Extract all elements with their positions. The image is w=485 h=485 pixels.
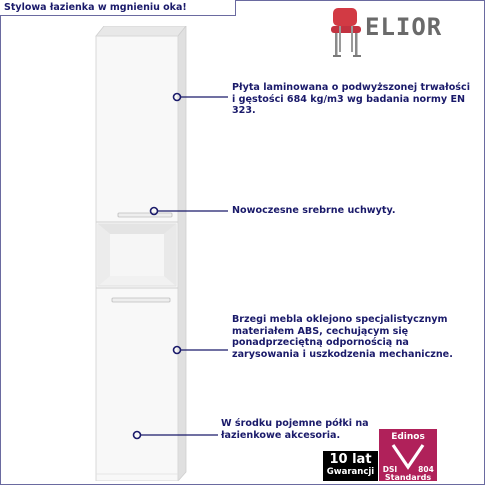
callout-shelves: W środku pojemne półki na łazienkowe akcesoria.: [221, 418, 369, 441]
callout-handles: Nowoczesne srebrne uchwyty.: [232, 205, 396, 216]
warranty-label: Gwarancji: [326, 467, 375, 477]
edinos-title: Edinos: [391, 432, 425, 442]
edinos-standards-badge: [379, 429, 437, 481]
edinos-standards: Standards: [384, 473, 432, 481]
warranty-badge: [323, 451, 378, 481]
edinos-code: 804: [418, 465, 434, 474]
callout-edges: Brzegi mebla oklejono specjalistycznym materiałem ABS, cechującym się ponadprzeciętną odpornością na zarysowania i uszkodzenia mechaniczne.: [232, 314, 453, 360]
banner-title: Stylowa łazienka w mgnieniu oka!: [0, 0, 236, 16]
edinos-dsi: DSI: [382, 465, 398, 474]
brand-logo: ELIOR: [365, 13, 443, 41]
callout-laminate: Płyta laminowana o podwyższonej trwałości i gęstości 684 kg/m3 wg badania normy EN 323.: [232, 82, 470, 116]
cabinet-image: [88, 26, 198, 481]
warranty-years: 10 lat: [329, 452, 372, 467]
